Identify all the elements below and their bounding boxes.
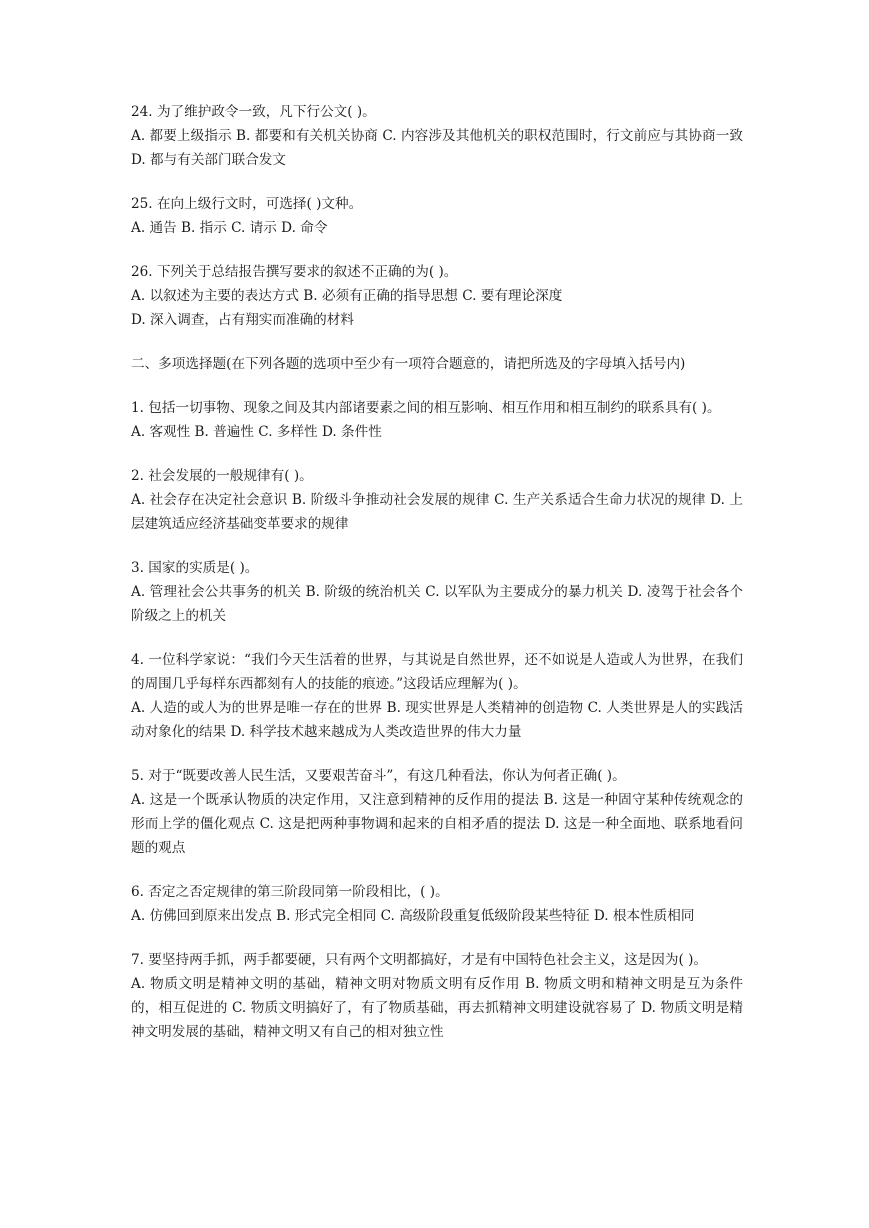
question-options: A. 这是一个既承认物质的决定作用，又注意到精神的反作用的提法 B. 这是一种固守某种传统观念的形而上学的僵化观点 C. 这是把两种事物调和起来的自相矛盾的提法 D. 这是一种全面地、联系地看问题的观点 <box>131 792 743 856</box>
question-text: 6. 否定之否定规律的第三阶段同第一阶段相比，( )。 <box>131 884 449 900</box>
question-text: 1. 包括一切事物、现象之间及其内部诸要素之间的相互影响、相互作用和相互制约的联系具有( )。 <box>131 400 721 416</box>
question-text: 24. 为了维护政令一致，凡下行公文( )。 <box>131 104 376 120</box>
question-options: A. 以叙述为主要的表达方式 B. 必须有正确的指导思想 C. 要有理论深度 <box>131 288 563 304</box>
question-options: A. 管理社会公共事务的机关 B. 阶级的统治机关 C. 以军队为主要成分的暴力机关 D. 凌驾于社会各个阶级之上的机关 <box>131 584 743 624</box>
question-text: 4. 一位科学家说：“我们今天生活着的世界，与其说是自然世界，还不如说是人造或人为世界，在我们的周围几乎每样东西都刻有人的技能的痕迹。”这段话应理解为( )。 <box>131 652 743 692</box>
question-block-3 <box>131 556 743 628</box>
question-text: 25. 在向上级行文时，可选择( )文种。 <box>131 196 363 212</box>
question-text: 3. 国家的实质是( )。 <box>131 560 259 576</box>
question-block-25 <box>131 192 743 240</box>
question-options: A. 都要上级指示 B. 都要和有关机关协商 C. 内容涉及其他机关的职权范围时，行文前应与其协商一致 D. 都与有关部门联合发文 <box>131 128 743 168</box>
question-block-1 <box>131 396 743 444</box>
question-text: 2. 社会发展的一般规律有( )。 <box>131 468 313 484</box>
question-options: A. 客观性 B. 普遍性 C. 多样性 D. 条件性 <box>131 424 382 440</box>
question-options: A. 人造的或人为的世界是唯一存在的世界 B. 现实世界是人类精神的创造物 C. 人类世界是人的实践活动对象化的结果 D. 科学技术越来越成为人类改造世界的伟大力量 <box>131 700 743 740</box>
question-block-2 <box>131 464 743 536</box>
question-options: A. 通告 B. 指示 C. 请示 D. 命令 <box>131 220 328 236</box>
question-block-7 <box>131 948 743 1044</box>
question-options-continued: D. 深入调查，占有翔实而准确的材料 <box>131 312 354 328</box>
section-heading-multiple-choice <box>131 352 743 376</box>
question-text: 5. 对于“既要改善人民生活，又要艰苦奋斗”，有这几种看法，你认为何者正确( )。 <box>131 768 626 784</box>
question-options: A. 仿佛回到原来出发点 B. 形式完全相同 C. 高级阶段重复低级阶段某些特征 D. 根本性质相同 <box>131 908 695 924</box>
question-text: 26. 下列关于总结报告撰写要求的叙述不正确的为( )。 <box>131 264 458 280</box>
question-block-24 <box>131 100 743 172</box>
document-page <box>131 100 743 1064</box>
question-block-4 <box>131 648 743 744</box>
question-block-26 <box>131 260 743 332</box>
section-heading-text: 二、多项选择题(在下列各题的选项中至少有一项符合题意的，请把所选及的字母填入括号内) <box>131 356 686 372</box>
question-block-6 <box>131 880 743 928</box>
question-text: 7. 要坚持两手抓，两手都要硬，只有两个文明都搞好，才是有中国特色社会主义，这是因为( )。 <box>131 952 707 968</box>
question-options: A. 物质文明是精神文明的基础，精神文明对物质文明有反作用 B. 物质文明和精神文明是互为条件的，相互促进的 C. 物质文明搞好了，有了物质基础，再去抓精神文明建设就容易了 D. 物质文明是精神文明发展的基础，精神文明又有自己的相对独立性 <box>131 976 743 1040</box>
question-options: A. 社会存在决定社会意识 B. 阶级斗争推动社会发展的规律 C. 生产关系适合生命力状况的规律 D. 上层建筑适应经济基础变革要求的规律 <box>131 492 743 532</box>
question-block-5 <box>131 764 743 860</box>
